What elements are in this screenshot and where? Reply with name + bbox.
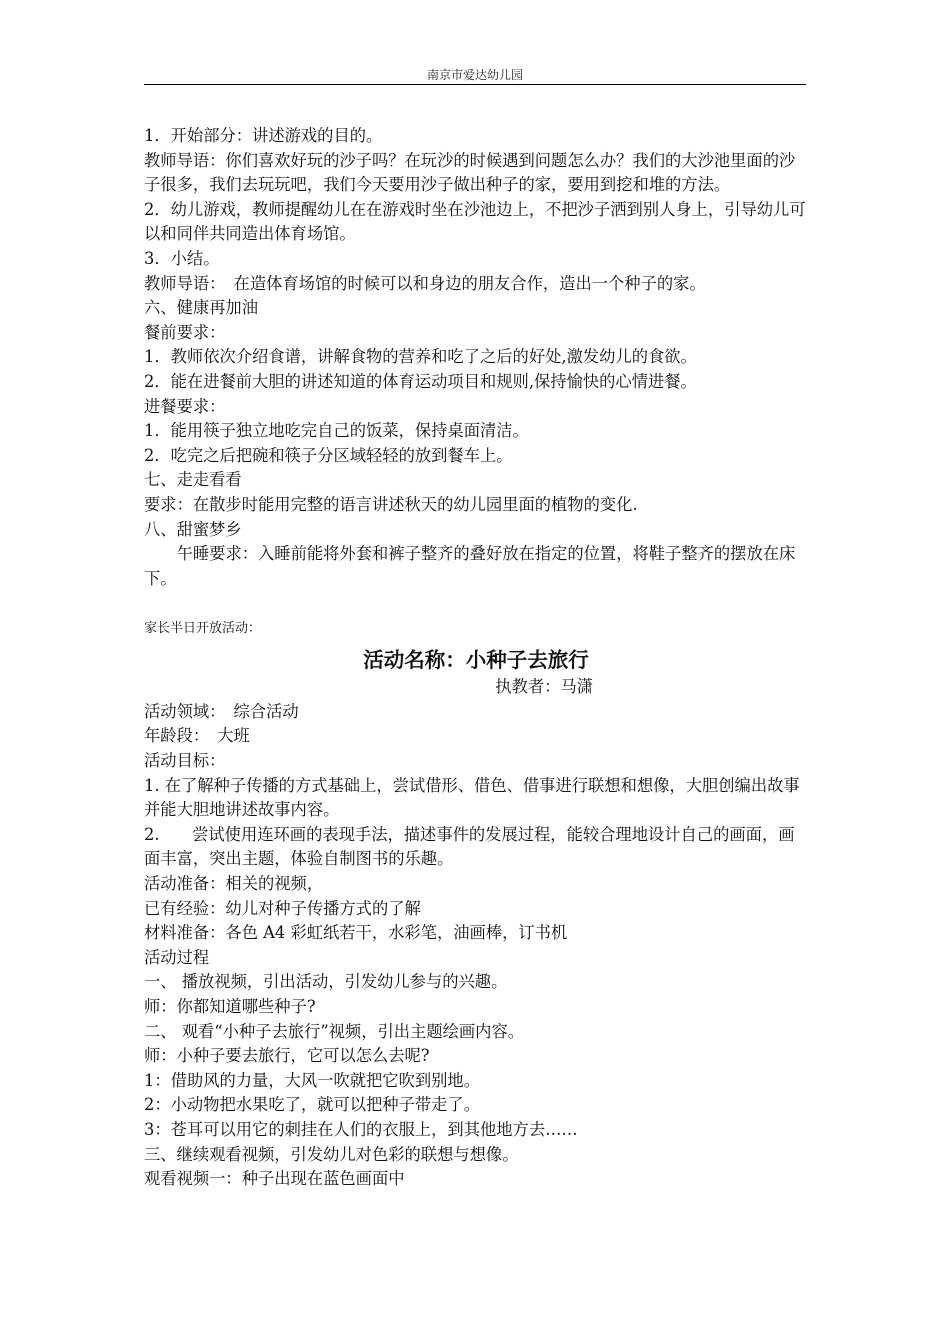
paragraph: 活动准备：相关的视频， xyxy=(144,874,324,894)
paragraph: 师：你都知道哪些种子? xyxy=(144,997,316,1016)
paragraph: 一、 播放视频，引出活动，引发幼儿参与的兴趣。 xyxy=(144,972,508,992)
paragraph: 教师导语：你们喜欢好玩的沙子吗？在玩沙的时候遇到问题怎么办？我们的大沙池里面的沙子很多，我们去玩玩吧，我们今天要用沙子做出种子的家，要用到挖和堆的方法。 xyxy=(144,150,796,195)
paragraph: 要求：在散步时能用完整的语言讲述秋天的幼儿园里面的植物的变化. xyxy=(144,494,638,514)
paragraph: 教师导语： 在造体育场馆的时候可以和身边的朋友合作，造出一个种子的家。 xyxy=(144,273,706,293)
section-heading: 七、走走看看 xyxy=(144,470,242,490)
spacer xyxy=(144,591,808,615)
paragraph: 活动过程 xyxy=(144,947,210,967)
document-body xyxy=(144,124,808,1192)
section-heading: 六、健康再加油 xyxy=(144,298,258,318)
paragraph: 2. 尝试使用连环画的表现手法，描述事件的发展过程，能较合理地设计自己的画面，画面丰富，突出主题，体验自制图书的乐趣。 xyxy=(144,824,795,869)
paragraph: 已有经验：幼儿对种子传播方式的了解 xyxy=(144,898,421,918)
paragraph: 师：小种子要去旅行，它可以怎么去呢? xyxy=(144,1046,430,1066)
paragraph: 午睡要求：入睡前能将外套和裤子整齐的叠好放在指定的位置，将鞋子整齐的摆放在床下。 xyxy=(144,544,796,588)
paragraph: 1．开始部分：讲述游戏的目的。 xyxy=(144,126,383,145)
paragraph: 2：小动物把水果吃了，就可以把种子带走了。 xyxy=(144,1095,480,1115)
paragraph: 观看视频一：种子出现在蓝色画面中 xyxy=(144,1169,405,1189)
paragraph: 餐前要求： xyxy=(144,322,226,342)
paragraph: 三、继续观看视频，引发幼儿对色彩的联想与想像。 xyxy=(144,1144,519,1164)
section-heading: 八、甜蜜梦乡 xyxy=(144,519,242,539)
paragraph: 3：苍耳可以用它的刺挂在人们的衣服上，到其他地方去…… xyxy=(144,1119,578,1139)
teacher-name: 执教者：马潇 xyxy=(495,677,593,697)
page-header: 南京市爱达幼儿园 xyxy=(426,68,523,82)
paragraph: 材料准备：各色 A4 彩虹纸若干，水彩笔，油画棒，订书机 xyxy=(144,923,568,943)
paragraph: 1. 在了解种子传播的方式基础上，尝试借形、借色、借事进行联想和想像，大胆创编出故事并能大胆地讲述故事内容。 xyxy=(144,775,800,820)
paragraph: 活动目标： xyxy=(144,751,226,771)
paragraph: 2．能在进餐前大胆的讲述知道的体育运动项目和规则,保持愉快的心情进餐。 xyxy=(144,371,697,391)
header-divider xyxy=(144,84,806,85)
paragraph: 2．吃完之后把碗和筷子分区域轻轻的放到餐车上。 xyxy=(144,445,513,465)
paragraph: 活动领域： 综合活动 xyxy=(144,701,299,721)
activity-title: 活动名称：小种子去旅行 xyxy=(363,648,589,673)
paragraph: 1．能用筷子独立地吃完自己的饭菜，保持桌面清洁。 xyxy=(144,421,529,441)
paragraph: 进餐要求： xyxy=(144,396,226,416)
paragraph: 1．教师依次介绍食谱，讲解食物的营养和吃了之后的好处,激发幼儿的食欲。 xyxy=(144,347,697,367)
paragraph: 2．幼儿游戏，教师提醒幼儿在在游戏时坐在沙池边上，不把沙子洒到别人身上，引导幼儿可以和同伴共同造出体育场馆。 xyxy=(144,199,806,244)
paragraph: 1：借助风的力量，大风一吹就把它吹到别地。 xyxy=(144,1070,480,1090)
paragraph: 3．小结。 xyxy=(144,248,220,268)
section-label: 家长半日开放活动： xyxy=(144,621,262,637)
paragraph: 年龄段： 大班 xyxy=(144,726,250,746)
paragraph: 二、 观看“小种子去旅行”视频，引出主题绘画内容。 xyxy=(144,1021,525,1041)
